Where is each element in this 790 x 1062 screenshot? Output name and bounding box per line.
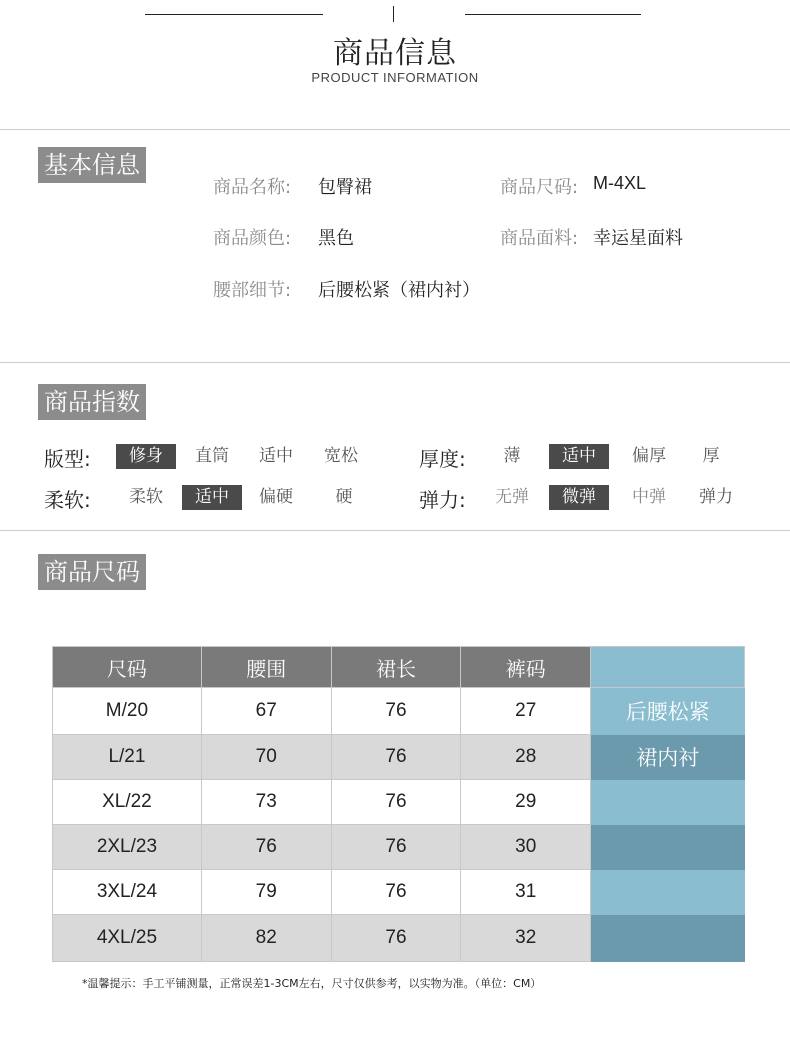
cell-length: 76 <box>331 915 461 962</box>
thickness-option-thin: 薄 <box>503 446 521 466</box>
softness-option-medium: 适中 <box>182 485 242 510</box>
cell-pants-size: 32 <box>461 915 591 962</box>
stretch-option-high: 弹力 <box>699 487 733 507</box>
cell-pants-size: 30 <box>461 825 591 870</box>
side-note-lining: 裙内衬 <box>591 735 745 780</box>
cell-size: 2XL/23 <box>53 825 202 870</box>
cell-length: 76 <box>331 870 461 915</box>
cell-length: 76 <box>331 688 461 735</box>
cell-size: L/21 <box>53 735 202 780</box>
info-value-size: M-4XL <box>593 173 647 193</box>
col-header-size: 尺码 <box>53 647 202 688</box>
cell-waist: 70 <box>201 735 331 780</box>
cell-waist: 79 <box>201 870 331 915</box>
cell-length: 76 <box>331 735 461 780</box>
cell-length: 76 <box>331 825 461 870</box>
softness-option-stiff-ish: 偏硬 <box>259 487 293 507</box>
col-header-length: 裙长 <box>331 647 461 688</box>
cell-length: 76 <box>331 780 461 825</box>
index-label: 商品指数 <box>38 384 146 420</box>
header-rule-mark <box>393 6 394 22</box>
side-note-empty <box>591 825 745 870</box>
stretch-option-medium: 中弹 <box>632 487 666 507</box>
cell-size: 4XL/25 <box>53 915 202 962</box>
header-rule-right <box>465 14 641 15</box>
thickness-option-thick-ish: 偏厚 <box>632 446 666 466</box>
info-key-fabric: 商品面料: <box>500 228 579 249</box>
section-divider <box>0 129 790 130</box>
table-row <box>53 780 745 825</box>
section-divider <box>0 362 790 363</box>
section-divider <box>0 530 790 531</box>
side-note-empty <box>591 915 745 962</box>
side-note-empty <box>591 780 745 825</box>
table-row <box>53 735 745 780</box>
table-row <box>53 915 745 962</box>
size-table-header <box>53 647 745 688</box>
thickness-option-medium: 适中 <box>549 444 609 469</box>
cell-pants-size: 27 <box>461 688 591 735</box>
info-value-name: 包臀裙 <box>318 177 372 198</box>
cell-pants-size: 28 <box>461 735 591 780</box>
info-value-color: 黑色 <box>318 228 354 249</box>
col-header-pants-size: 裤码 <box>461 647 591 688</box>
fit-option-straight: 直筒 <box>195 446 229 466</box>
col-header-waist: 腰围 <box>201 647 331 688</box>
index-key-thickness: 厚度: <box>419 447 466 471</box>
cell-pants-size: 29 <box>461 780 591 825</box>
index-key-softness: 柔软: <box>44 488 91 512</box>
fit-option-medium: 适中 <box>259 446 293 466</box>
page-subtitle: PRODUCT INFORMATION <box>311 70 479 85</box>
info-key-size: 商品尺码: <box>500 177 579 198</box>
col-header-note <box>591 647 745 688</box>
info-value-waist: 后腰松紧（裙内衬） <box>318 280 480 301</box>
basic-info-label: 基本信息 <box>38 147 146 183</box>
cell-waist: 82 <box>201 915 331 962</box>
fit-option-loose: 宽松 <box>324 446 358 466</box>
size-table <box>52 646 745 962</box>
cell-size: 3XL/24 <box>53 870 202 915</box>
table-row <box>53 688 745 735</box>
index-key-fit: 版型: <box>44 447 91 471</box>
cell-waist: 73 <box>201 780 331 825</box>
softness-option-soft: 柔软 <box>129 487 163 507</box>
table-row <box>53 870 745 915</box>
thickness-option-thick: 厚 <box>702 446 720 466</box>
cell-waist: 76 <box>201 825 331 870</box>
fit-option-slim: 修身 <box>116 444 176 469</box>
cell-waist: 67 <box>201 688 331 735</box>
info-key-waist: 腰部细节: <box>213 280 292 301</box>
softness-option-stiff: 硬 <box>335 487 353 507</box>
table-row <box>53 825 745 870</box>
info-value-fabric: 幸运星面料 <box>593 228 683 249</box>
size-label: 商品尺码 <box>38 554 146 590</box>
cell-size: XL/22 <box>53 780 202 825</box>
side-note-waist: 后腰松紧 <box>591 688 745 735</box>
stretch-option-none: 无弹 <box>495 487 529 507</box>
index-key-stretch: 弹力: <box>419 488 466 512</box>
page-title: 商品信息 <box>333 36 457 71</box>
info-key-name: 商品名称: <box>213 177 292 198</box>
stretch-option-slight: 微弹 <box>549 485 609 510</box>
info-key-color: 商品颜色: <box>213 228 292 249</box>
cell-pants-size: 31 <box>461 870 591 915</box>
cell-size: M/20 <box>53 688 202 735</box>
measurement-tip: *温馨提示：手工平铺测量，正常误差1-3CM左右，尺寸仅供参考，以实物为准。（单位：CM） <box>82 977 542 990</box>
header-rule-left <box>145 14 323 15</box>
side-note-empty <box>591 870 745 915</box>
